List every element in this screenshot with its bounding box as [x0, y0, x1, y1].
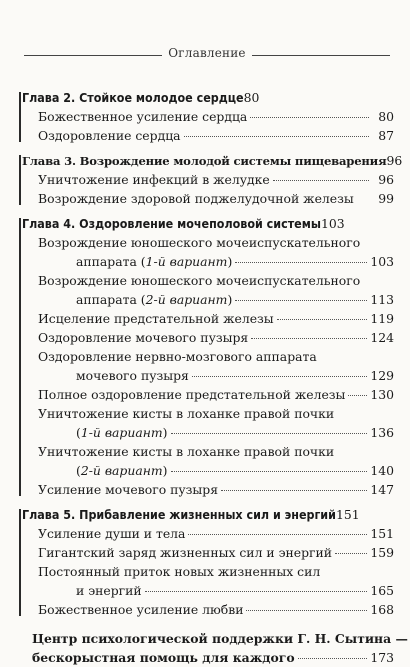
toc-entry[interactable]	[22, 126, 394, 145]
toc-entry-line1[interactable]	[22, 271, 394, 290]
page-number: 130	[370, 387, 394, 402]
toc-entry-line1[interactable]	[22, 562, 394, 581]
page-title: Оглавление	[168, 46, 246, 60]
chapter-bar	[19, 155, 21, 205]
entry-title-cont: аппарата (2-й вариант)	[76, 292, 233, 307]
entry-title-cont: (1-й вариант)	[76, 425, 168, 440]
page-number: 87	[378, 128, 394, 143]
page-number: 103	[320, 216, 345, 231]
leader-dots	[251, 338, 367, 339]
chapter-4	[22, 214, 394, 499]
page-number: 159	[370, 545, 394, 560]
leader-dots	[348, 395, 367, 396]
leader-dots	[298, 658, 368, 659]
toc-entry[interactable]	[22, 543, 394, 562]
entry-title: Постоянный приток новых жизненных сил	[38, 564, 321, 579]
page-number: 173	[370, 650, 394, 665]
page-number: 96	[386, 153, 403, 168]
chapter-3	[22, 151, 403, 208]
page-number: 103	[370, 254, 394, 269]
chapter-bar	[19, 92, 21, 142]
leader-dots	[250, 117, 369, 118]
entry-title: Оздоровление нервно-мозгового аппарата	[38, 349, 317, 364]
entry-title-cont: аппарата (1-й вариант)	[76, 254, 233, 269]
variant-label: 1-й вариант	[80, 425, 163, 440]
toc-entry[interactable]	[22, 524, 394, 543]
entry-title: Возрождение юношеского мочеиспускательного	[38, 235, 361, 250]
toc-entry-line1[interactable]	[22, 404, 394, 423]
entry-title: Уничтожение кисты в лоханке правой почки	[38, 444, 335, 459]
page-number: 96	[378, 172, 394, 187]
table-of-contents	[22, 88, 408, 667]
entry-title-cont: (2-й вариант)	[76, 463, 168, 478]
variant-label: 2-й вариант	[80, 463, 163, 478]
chapter-bar	[19, 218, 21, 496]
leader-dots	[188, 534, 367, 535]
chapter-heading[interactable]	[22, 214, 394, 233]
toc-entry-line2[interactable]	[22, 252, 394, 271]
leader-dots	[335, 553, 367, 554]
header-rule-right	[252, 55, 390, 56]
chapter-heading[interactable]	[22, 151, 403, 170]
chapter-2	[22, 88, 394, 145]
variant-label: 1-й вариант	[145, 254, 228, 269]
leader-dots	[184, 136, 369, 137]
appendix-title-line2	[22, 648, 394, 667]
page-number: 151	[335, 507, 360, 522]
entry-title: Возрождение юношеского мочеиспускательного	[38, 273, 361, 288]
chapter-5	[22, 505, 394, 619]
leader-dots	[235, 262, 367, 263]
toc-entry-line1[interactable]	[22, 233, 394, 252]
toc-entry-line2[interactable]	[22, 366, 394, 385]
entry-title: Исцеление предстательной железы	[38, 311, 274, 326]
appendix-title: бескорыстная помощь для каждого	[32, 650, 295, 665]
entry-title: Возрождение здоровой поджелудочной железы	[38, 191, 354, 206]
entry-title: Полное оздоровление предстательной железы	[38, 387, 346, 402]
toc-entry-line2[interactable]	[22, 581, 394, 600]
chapter-heading[interactable]	[22, 505, 394, 524]
entry-title-cont: мочевого пузыря	[76, 368, 189, 383]
page-number: 80	[378, 109, 394, 124]
chapter-title: Глава 5. Прибавление жизненных сил и энергий	[22, 507, 336, 522]
page-number: 99	[378, 191, 394, 206]
toc-entry[interactable]	[22, 189, 394, 208]
entry-title: Божественное усиление сердца	[38, 109, 248, 124]
entry-title: Оздоровление мочевого пузыря	[38, 330, 249, 345]
chapter-title: Глава 3. Возрождение молодой системы пищеварения	[22, 154, 387, 168]
appendix-entry[interactable]	[22, 629, 408, 667]
entry-title: Божественное усиление любви	[38, 602, 244, 617]
chapter-heading[interactable]	[22, 88, 394, 107]
toc-entry[interactable]	[22, 385, 394, 404]
page-number: 113	[370, 292, 394, 307]
toc-entry-line1[interactable]	[22, 347, 394, 366]
toc-entry[interactable]	[22, 309, 394, 328]
page-number: 151	[370, 526, 394, 541]
page-number: 140	[370, 463, 394, 478]
toc-entry[interactable]	[22, 170, 394, 189]
leader-dots	[192, 376, 367, 377]
chapter-bar	[19, 509, 21, 616]
appendix-title-line1: Центр психологической поддержки Г. Н. Сытина —	[32, 631, 408, 646]
entry-title: Усиление мочевого пузыря	[38, 482, 219, 497]
chapter-title: Глава 4. Оздоровление мочеполовой системы	[22, 216, 321, 231]
leader-dots	[145, 591, 368, 592]
page-number: 165	[370, 583, 394, 598]
leader-dots	[171, 433, 368, 434]
leader-dots	[221, 490, 367, 491]
entry-title: Гигантский заряд жизненных сил и энергий	[38, 545, 333, 560]
entry-title: Усиление души и тела	[38, 526, 186, 541]
page-number: 129	[370, 368, 394, 383]
entry-title-cont: и энергий	[76, 583, 142, 598]
leader-dots	[277, 319, 368, 320]
page-number: 168	[370, 602, 394, 617]
toc-entry-line1[interactable]	[22, 442, 394, 461]
toc-entry[interactable]	[22, 328, 394, 347]
page-number: 136	[370, 425, 394, 440]
leader-dots	[246, 610, 367, 611]
page-number: 119	[370, 311, 394, 326]
entry-title: Уничтожение инфекций в желудке	[38, 172, 270, 187]
header-rule-left	[24, 55, 162, 56]
leader-dots	[235, 300, 367, 301]
leader-dots	[273, 180, 369, 181]
page-number: 147	[370, 482, 394, 497]
chapter-title: Глава 2. Стойкое молодое сердце	[22, 90, 244, 105]
toc-entry-line2[interactable]	[22, 423, 394, 442]
entry-title: Оздоровление сердца	[38, 128, 181, 143]
toc-entry[interactable]	[22, 600, 394, 619]
running-header	[0, 45, 410, 65]
leader-dots	[171, 471, 368, 472]
entry-title: Уничтожение кисты в лоханке правой почки	[38, 406, 335, 421]
page-number: 80	[243, 90, 260, 105]
toc-entry[interactable]	[22, 480, 394, 499]
toc-entry-line2[interactable]	[22, 461, 394, 480]
page-number: 124	[370, 330, 394, 345]
toc-entry-line2[interactable]	[22, 290, 394, 309]
variant-label: 2-й вариант	[145, 292, 228, 307]
toc-entry[interactable]	[22, 107, 394, 126]
